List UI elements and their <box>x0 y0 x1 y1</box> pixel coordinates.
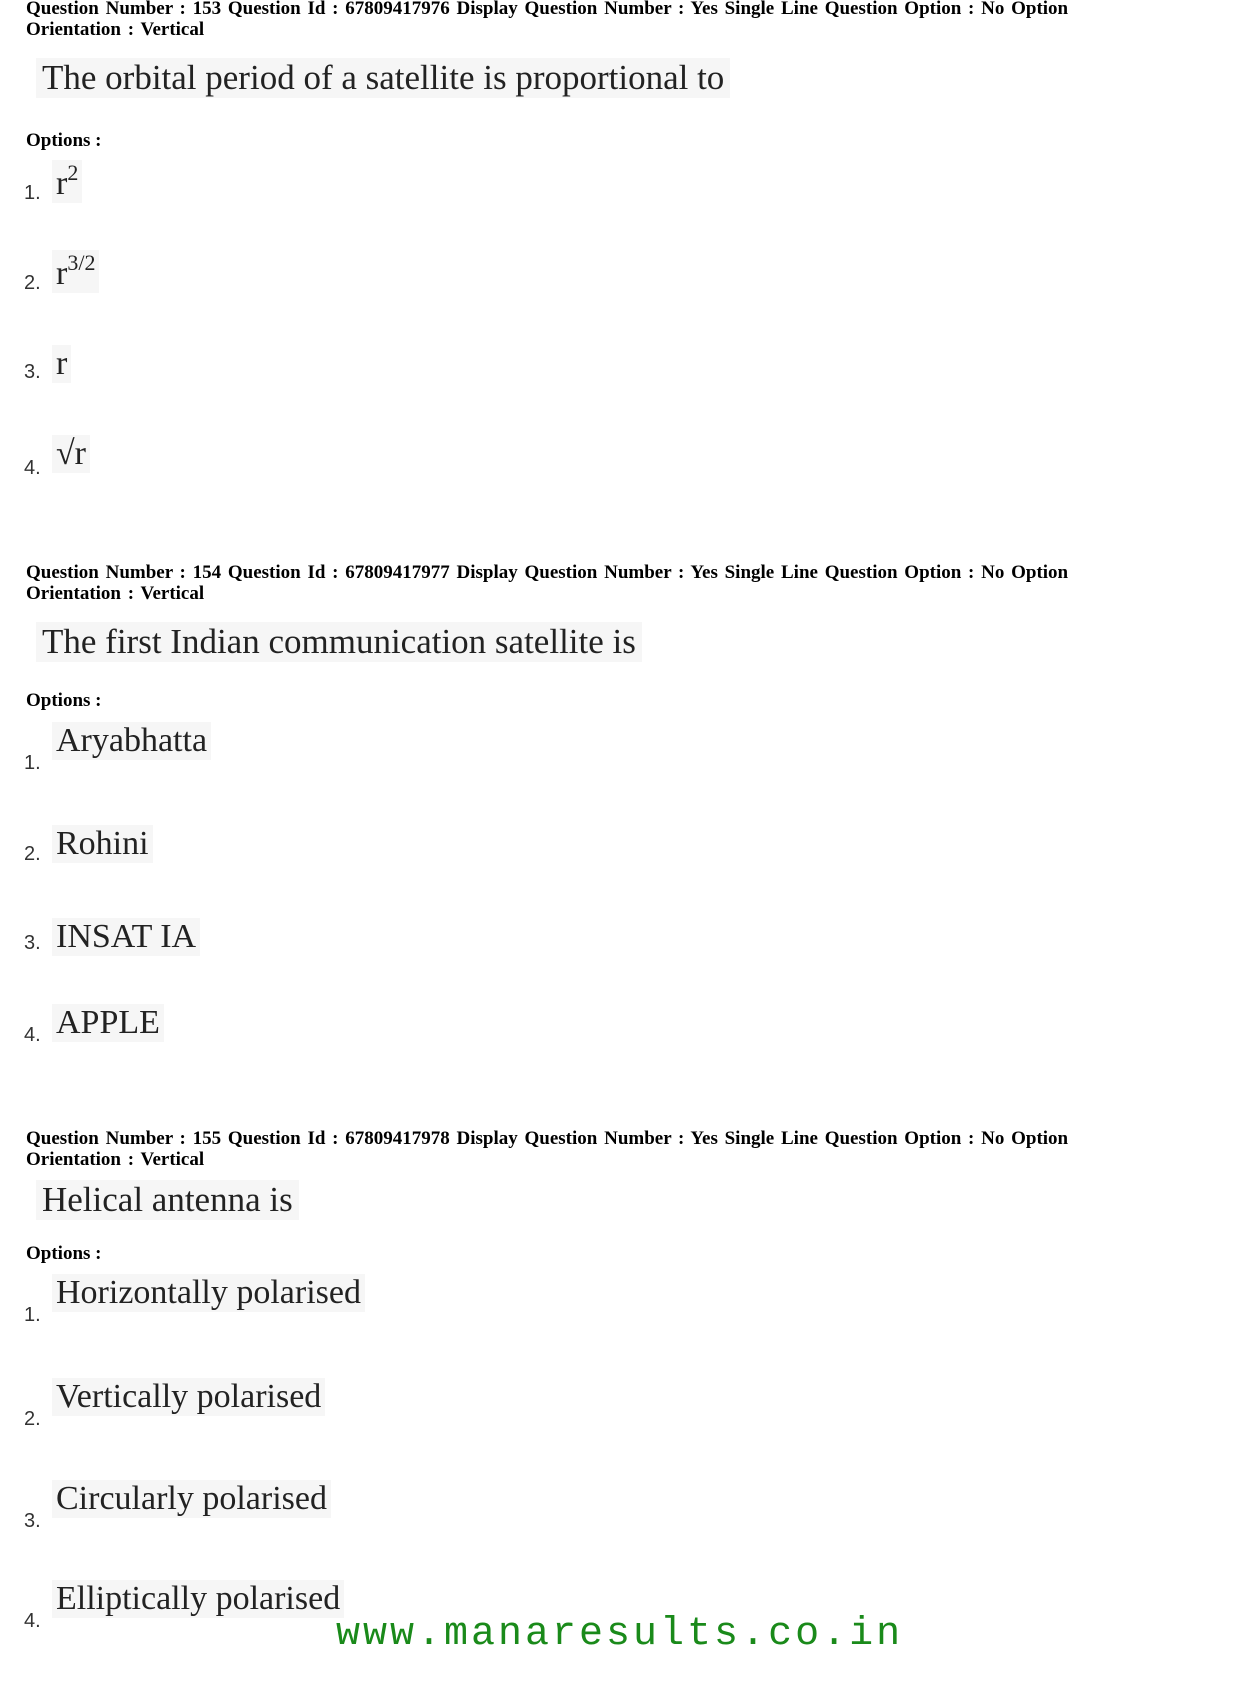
option-number: 2. <box>24 843 41 865</box>
options-label: Options : <box>26 690 102 711</box>
option-number: 1. <box>24 1304 41 1326</box>
question-153-text: The orbital period of a satellite is proportional to <box>36 58 730 98</box>
question-meta-line: Orientation : Vertical <box>26 19 205 40</box>
option-value: Horizontally polarised <box>52 1274 365 1312</box>
question-153-meta <box>26 0 1216 40</box>
option-number: 4. <box>24 1024 41 1046</box>
option-number: 4. <box>24 1610 41 1632</box>
option-value: r <box>52 345 71 383</box>
question-meta-line: Question Number : 153 Question Id : 67809417976 Display Question Number : Yes Single Line Question Option : No Option <box>26 0 1069 19</box>
option-number: 3. <box>24 932 41 954</box>
option-number: 2. <box>24 1408 41 1430</box>
option-value: Vertically polarised <box>52 1378 325 1416</box>
option-value: Elliptically polarised <box>52 1580 344 1618</box>
question-meta-line: Question Number : 154 Question Id : 67809417977 Display Question Number : Yes Single Line Question Option : No Option <box>26 562 1069 583</box>
question-155-meta <box>26 1128 1216 1170</box>
option-number: 3. <box>24 1510 41 1532</box>
option-number: 4. <box>24 457 41 479</box>
question-154-text: The first Indian communication satellite is <box>36 622 642 662</box>
question-meta-line: Orientation : Vertical <box>26 1149 205 1170</box>
options-label: Options : <box>26 130 102 151</box>
option-value: $r^{3/2}$ <box>52 250 99 293</box>
option-value: Circularly polarised <box>52 1480 331 1518</box>
option-number: 1. <box>24 752 41 774</box>
option-value: INSAT IA <box>52 918 200 956</box>
option-value: APPLE <box>52 1004 164 1042</box>
option-number: 2. <box>24 272 41 294</box>
option-value: Aryabhatta <box>52 722 211 760</box>
question-meta-line: Orientation : Vertical <box>26 583 205 604</box>
website-watermark: www.manaresults.co.in <box>336 1612 904 1657</box>
question-155-text: Helical antenna is <box>36 1180 299 1220</box>
option-number: 3. <box>24 361 41 383</box>
question-154-meta <box>26 562 1216 604</box>
option-value: $r^2$ <box>52 160 82 203</box>
option-value: Rohini <box>52 825 153 863</box>
option-value: √r <box>52 435 90 473</box>
option-number: 1. <box>24 182 41 204</box>
question-meta-line: Question Number : 155 Question Id : 67809417978 Display Question Number : Yes Single Line Question Option : No Option <box>26 1128 1069 1149</box>
options-label: Options : <box>26 1243 102 1264</box>
